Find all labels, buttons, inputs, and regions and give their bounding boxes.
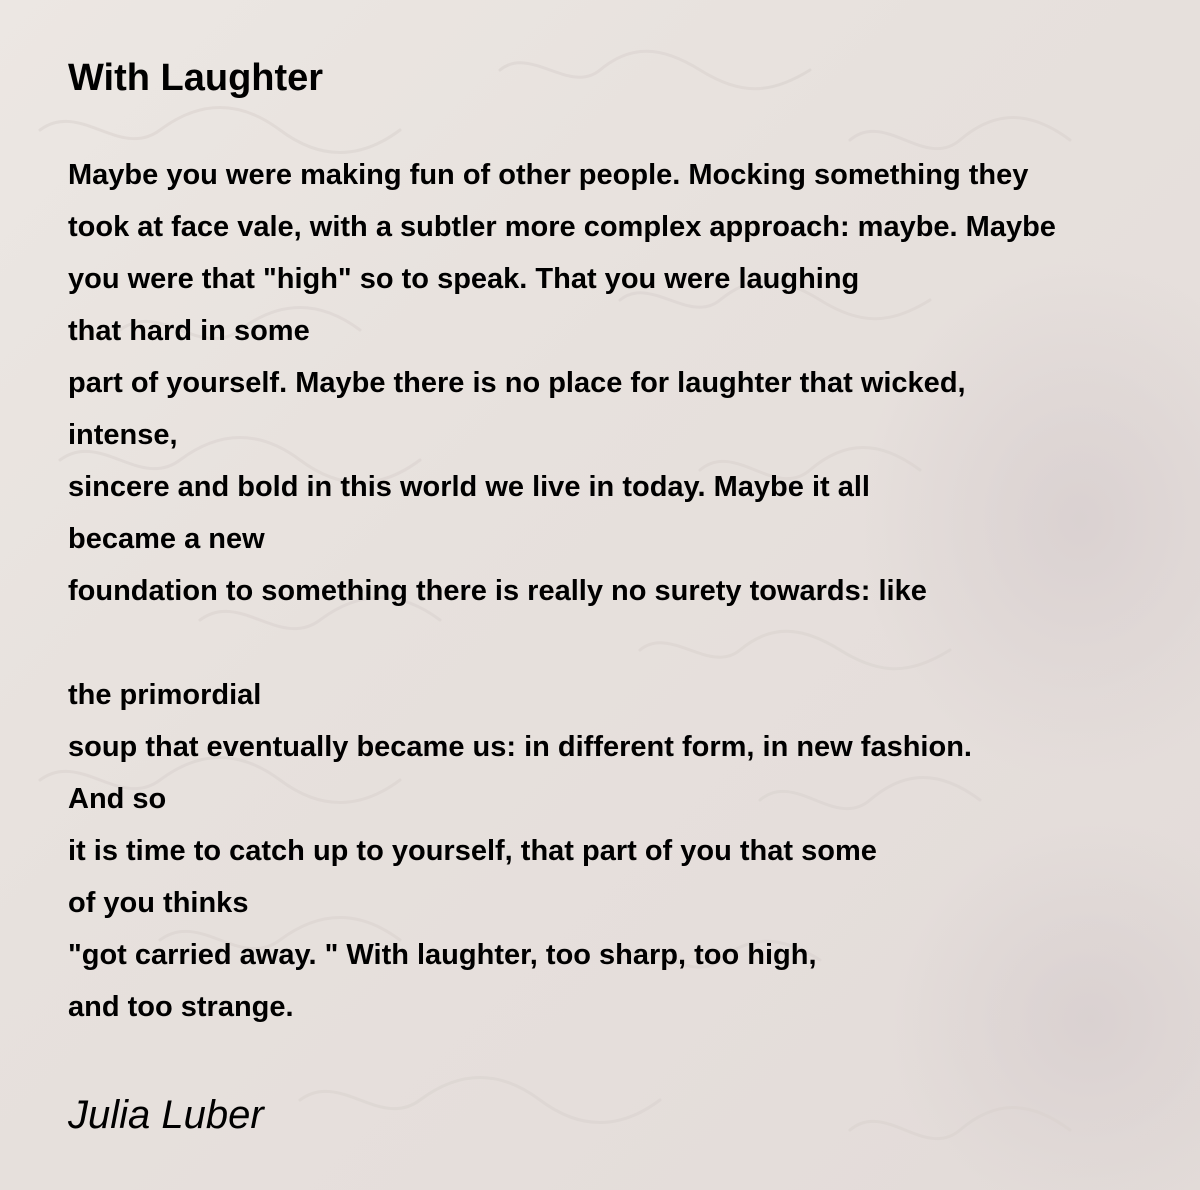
poem-blank-line (68, 617, 1188, 669)
poem-line: soup that eventually became us: in different form, in new fashion. (68, 731, 972, 763)
poem-line: part of yourself. Maybe there is no place for laughter that wicked, (68, 367, 966, 399)
poem-line: Maybe you were making fun of other people. Mocking something they (68, 159, 1029, 191)
poem-line: you were that "high" so to speak. That you were laughing (68, 263, 860, 295)
poem-line: took at face vale, with a subtler more complex approach: maybe. Maybe (68, 211, 1056, 243)
poem-line: the primordial (68, 679, 262, 711)
poem-line: foundation to something there is really no surety towards: like (68, 575, 927, 607)
poem-line: became a new (68, 523, 265, 555)
poem-line: and too strange. (68, 991, 294, 1023)
poem-line: intense, (68, 419, 178, 451)
poem-title: With Laughter (68, 57, 324, 99)
poem-author: Julia Luber (68, 1093, 264, 1137)
poem-line: And so (68, 783, 167, 815)
poem-line: of you thinks (68, 887, 249, 919)
poem-line: sincere and bold in this world we live in today. Maybe it all (68, 471, 870, 503)
poem-body (68, 149, 1188, 1033)
poem-line: it is time to catch up to yourself, that part of you that some (68, 835, 877, 867)
poem-line: "got carried away. " With laughter, too sharp, too high, (68, 939, 817, 971)
poem-line: that hard in some (68, 315, 310, 347)
